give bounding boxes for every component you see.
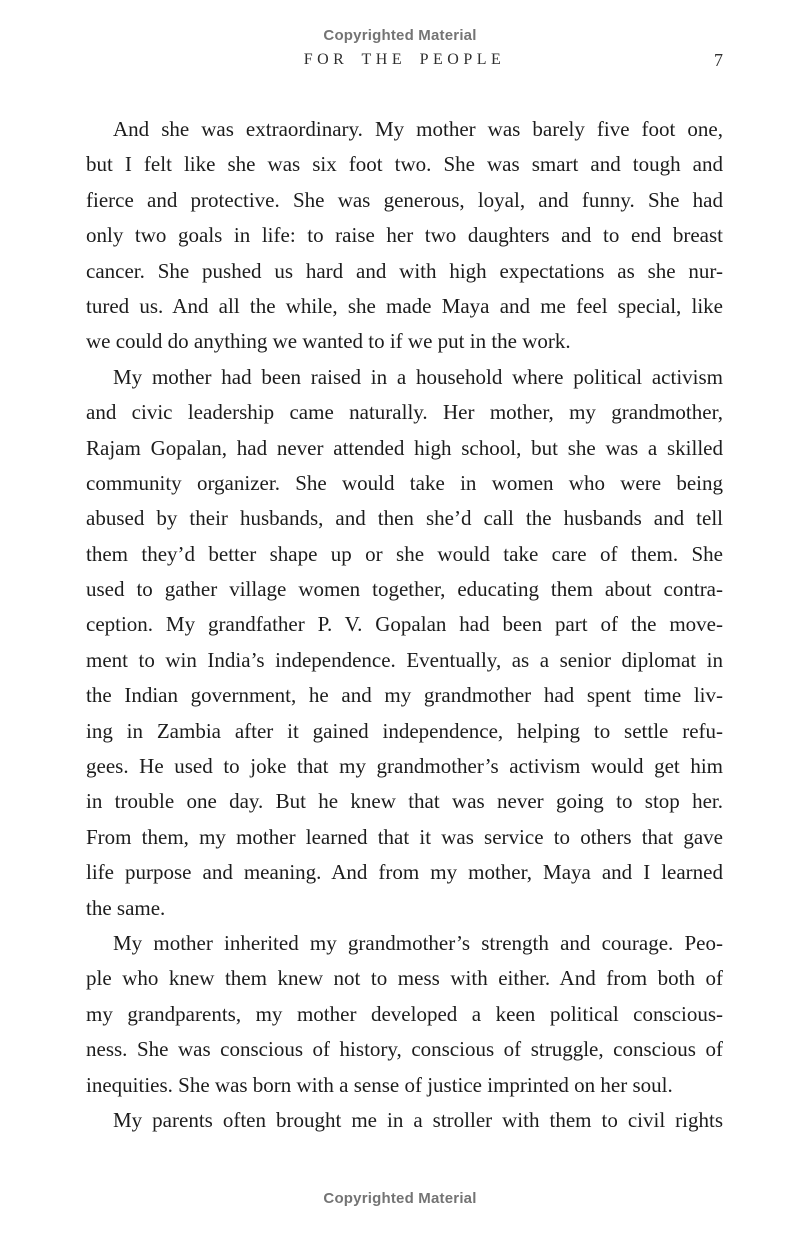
text-line: ness. She was conscious of history, conscious of struggle, conscious of <box>86 1037 723 1062</box>
text-line: community organizer. She would take in women who were being <box>86 470 723 495</box>
text-line: My mother inherited my grandmother’s strength and courage. Peo- <box>113 930 723 955</box>
text-line: From them, my mother learned that it was service to others that gave <box>86 824 723 849</box>
text-line: used to gather village women together, educating them about contra- <box>86 577 723 602</box>
text-line: life purpose and meaning. And from my mother, Maya and I learned <box>86 860 723 885</box>
text-line: in trouble one day. But he knew that was never going to stop her. <box>86 789 723 814</box>
text-line: ple who knew them knew not to mess with either. And from both of <box>86 966 723 991</box>
text-line: tured us. And all the while, she made Maya and me feel special, like <box>86 293 723 318</box>
text-line: My parents often brought me in a stroller with them to civil rights <box>113 1107 723 1132</box>
text-line: ment to win India’s independence. Eventually, as a senior diplomat in <box>86 647 723 672</box>
text-line: the Indian government, he and my grandmother had spent time liv- <box>86 683 723 708</box>
text-line: my grandparents, my mother developed a keen political conscious- <box>86 1001 723 1026</box>
copyright-notice-top: Copyrighted Material <box>323 27 477 44</box>
text-line: abused by their husbands, and then she’d call the husbands and tell <box>86 506 723 531</box>
body-text <box>86 112 723 1138</box>
text-line: gees. He used to joke that my grandmother’s activism would get him <box>86 754 723 779</box>
copyright-notice-bottom: Copyrighted Material <box>323 1190 477 1207</box>
text-line: inequities. She was born with a sense of justice imprinted on her soul. <box>86 1072 673 1097</box>
page-number: 7 <box>714 50 723 70</box>
running-header-title: FOR THE PEOPLE <box>303 51 506 68</box>
text-line: the same. <box>86 895 166 920</box>
text-line: we could do anything we wanted to if we put in the work. <box>86 329 571 354</box>
text-line: only two goals in life: to raise her two daughters and to end breast <box>86 223 723 248</box>
text-line: ception. My grandfather P. V. Gopalan had been part of the move- <box>86 612 723 637</box>
text-line: them they’d better shape up or she would take care of them. She <box>86 541 723 566</box>
text-line: And she was extraordinary. My mother was barely five foot one, <box>113 117 723 141</box>
text-line: cancer. She pushed us hard and with high expectations as she nur- <box>86 258 723 283</box>
text-line: ing in Zambia after it gained independence, helping to settle refu- <box>86 718 723 743</box>
text-line: fierce and protective. She was generous, loyal, and funny. She had <box>86 187 723 212</box>
text-line: but I felt like she was six foot two. She was smart and tough and <box>86 152 723 177</box>
text-line: and civic leadership came naturally. Her mother, my grandmother, <box>86 400 723 425</box>
text-line: My mother had been raised in a household where political activism <box>113 364 723 389</box>
text-line: Rajam Gopalan, had never attended high school, but she was a skilled <box>86 435 723 460</box>
running-header <box>86 51 723 73</box>
